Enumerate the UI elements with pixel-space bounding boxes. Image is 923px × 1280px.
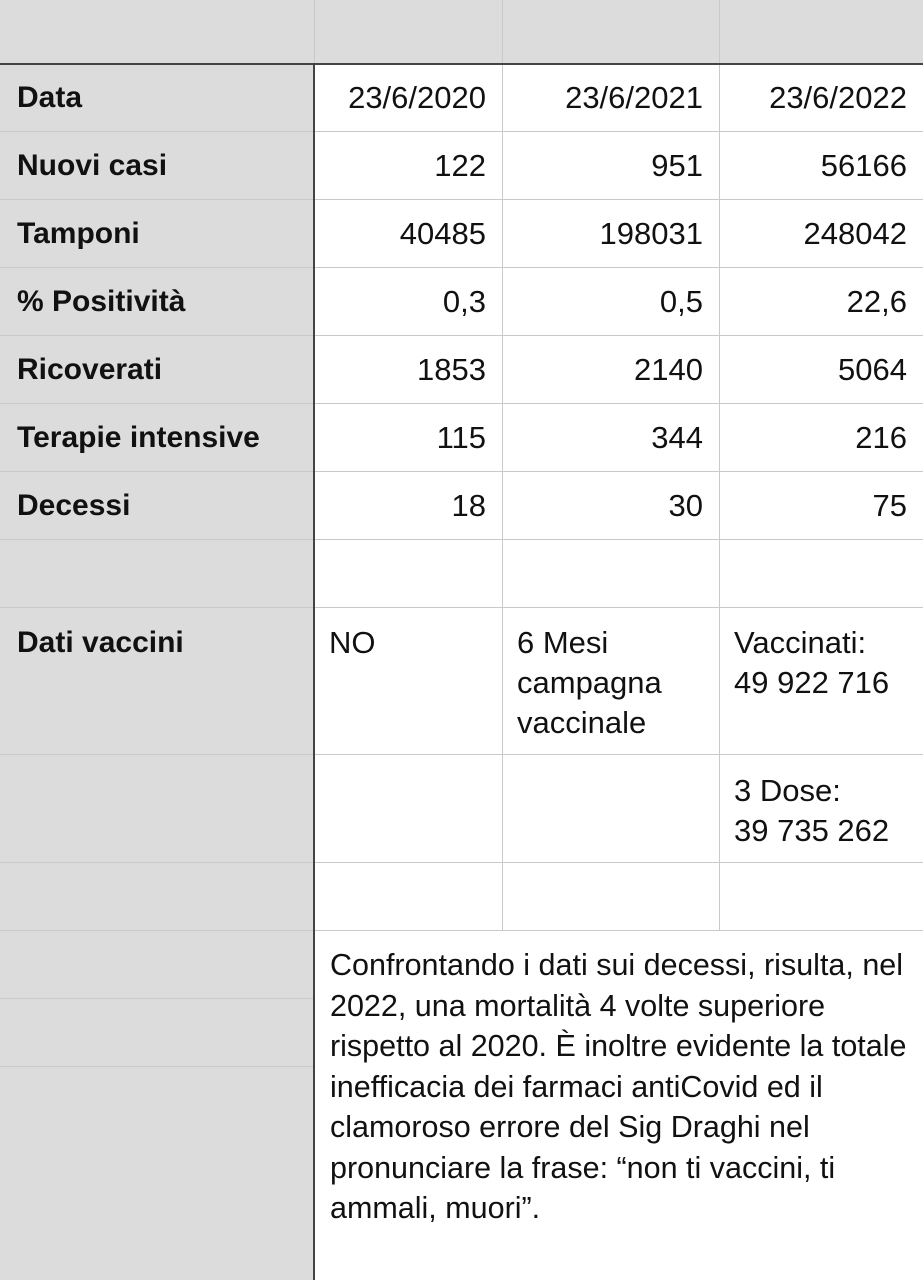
cell-terza-dose[interactable]: 3 Dose: 39 735 262 (720, 755, 923, 863)
cell-decessi-2022[interactable]: 75 (720, 472, 923, 540)
cell-positivita-2022[interactable]: 22,6 (720, 268, 923, 336)
empty-cell[interactable] (315, 540, 503, 608)
row-label-ricoverati[interactable]: Ricoverati (0, 336, 315, 404)
cell-nuovi-casi-2021[interactable]: 951 (503, 132, 720, 200)
cell-vaccini-2020[interactable]: NO (315, 608, 503, 755)
cell-decessi-2020[interactable]: 18 (315, 472, 503, 540)
empty-cell[interactable] (503, 863, 720, 931)
empty-label-cell[interactable] (0, 755, 315, 863)
note-cell[interactable]: Confrontando i dati sui decessi, risulta, nel 2022, una mortalità 4 volte superiore rispetto al 2020. È inoltre evidente la totale inefficacia dei farmaci antiCovid ed il clamoroso errore del Sig Draghi nel pronunciare la frase: “non ti vaccini, ti ammali, muori”. (330, 948, 907, 1225)
empty-cell[interactable] (503, 540, 720, 608)
cell-tamponi-2021[interactable]: 198031 (503, 200, 720, 268)
header-cell-a[interactable] (0, 0, 315, 64)
empty-label-cell[interactable] (0, 1067, 315, 1280)
cell-decessi-2021[interactable]: 30 (503, 472, 720, 540)
empty-cell[interactable] (315, 863, 503, 931)
frozen-column-divider (313, 63, 315, 1280)
row-label-nuovi-casi[interactable]: Nuovi casi (0, 132, 315, 200)
empty-label-cell[interactable] (0, 540, 315, 608)
cell-vaccini-2022[interactable]: Vaccinati: 49 922 716 (720, 608, 923, 755)
row-label-decessi[interactable]: Decessi (0, 472, 315, 540)
cell-ricoverati-2021[interactable]: 2140 (503, 336, 720, 404)
empty-cell[interactable] (503, 755, 720, 863)
cell-data-2021[interactable]: 23/6/2021 (503, 64, 720, 132)
cell-data-2022[interactable]: 23/6/2022 (720, 64, 923, 132)
row-label-dati-vaccini[interactable]: Dati vaccini (0, 608, 315, 755)
empty-cell[interactable] (315, 755, 503, 863)
row-label-positivita[interactable]: % Positività (0, 268, 315, 336)
cell-data-2020[interactable]: 23/6/2020 (315, 64, 503, 132)
cell-terapie-2022[interactable]: 216 (720, 404, 923, 472)
cell-vaccini-2021[interactable]: 6 Mesi campagna vaccinale (503, 608, 720, 755)
cell-tamponi-2020[interactable]: 40485 (315, 200, 503, 268)
cell-ricoverati-2020[interactable]: 1853 (315, 336, 503, 404)
cell-nuovi-casi-2020[interactable]: 122 (315, 132, 503, 200)
empty-cell[interactable] (720, 863, 923, 931)
row-label-data[interactable]: Data (0, 64, 315, 132)
cell-terapie-2020[interactable]: 115 (315, 404, 503, 472)
empty-cell[interactable] (720, 540, 923, 608)
row-label-tamponi[interactable]: Tamponi (0, 200, 315, 268)
header-cell-d[interactable] (720, 0, 923, 64)
row-label-terapie-intensive[interactable]: Terapie intensive (0, 404, 315, 472)
empty-label-cell[interactable] (0, 931, 315, 999)
cell-tamponi-2022[interactable]: 248042 (720, 200, 923, 268)
header-cell-c[interactable] (503, 0, 720, 64)
header-cell-b[interactable] (315, 0, 503, 64)
cell-ricoverati-2022[interactable]: 5064 (720, 336, 923, 404)
cell-positivita-2021[interactable]: 0,5 (503, 268, 720, 336)
empty-label-cell[interactable] (0, 863, 315, 931)
cell-positivita-2020[interactable]: 0,3 (315, 268, 503, 336)
frozen-row-divider (0, 63, 923, 65)
cell-nuovi-casi-2022[interactable]: 56166 (720, 132, 923, 200)
empty-label-cell[interactable] (0, 999, 315, 1067)
cell-terapie-2021[interactable]: 344 (503, 404, 720, 472)
